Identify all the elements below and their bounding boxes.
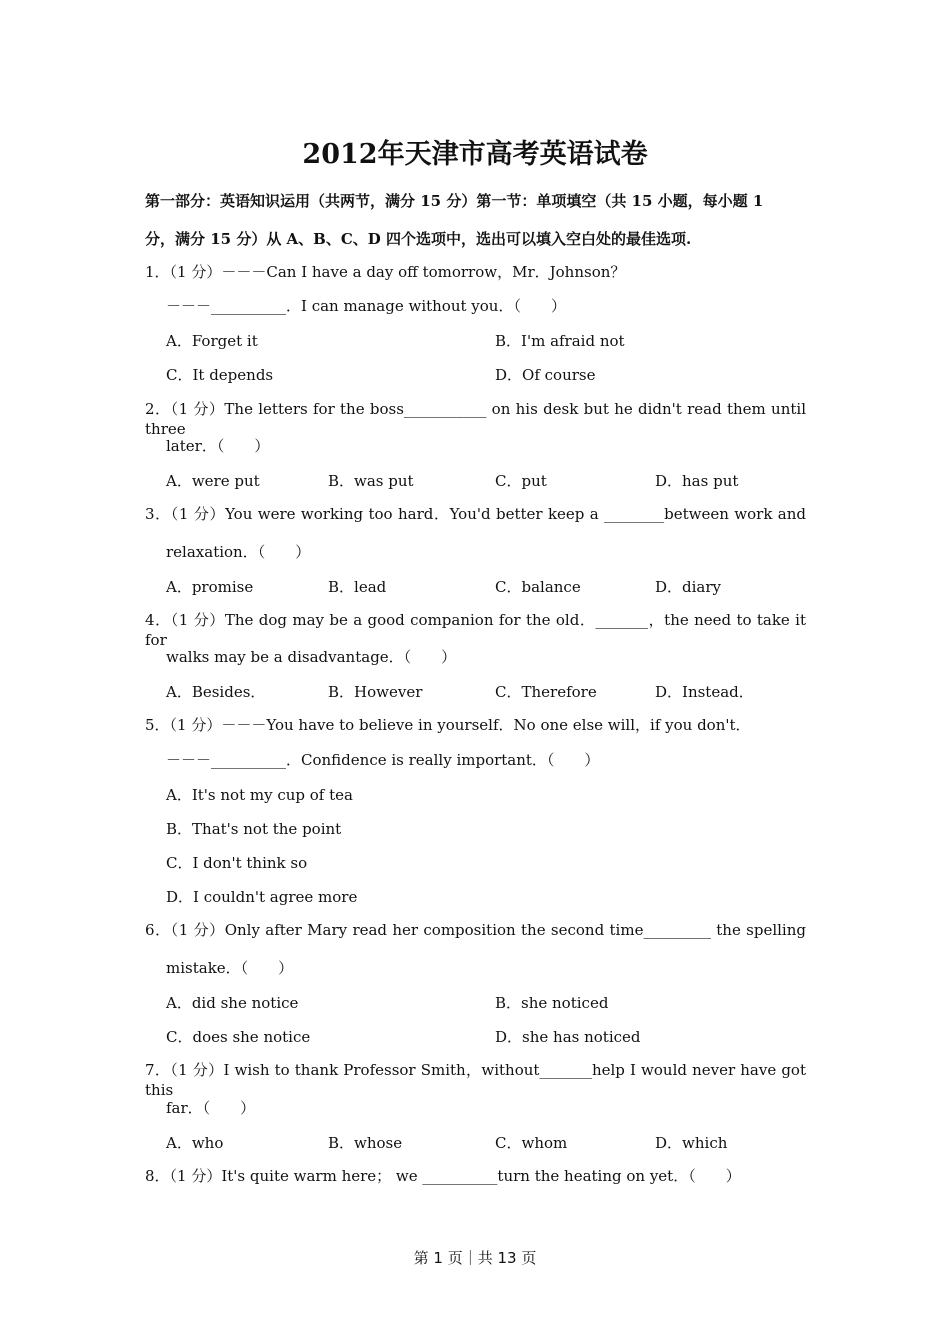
question-2-stem: 2．（1 分）The letters for the boss___________ on his desk but he didn't read them until three xyxy=(145,400,806,438)
question-3-option-d[interactable]: D．diary xyxy=(655,578,722,596)
question-2-line2: later．（ ） xyxy=(166,437,270,455)
question-4-option-b[interactable]: B．However xyxy=(328,683,423,701)
question-3-option-a[interactable]: A．promise xyxy=(166,578,254,596)
question-4-option-d[interactable]: D．Instead． xyxy=(655,683,754,701)
page-footer: 第 1 页｜共 13 页 xyxy=(413,1249,537,1267)
question-6-option-d[interactable]: D．she has noticed xyxy=(495,1028,641,1046)
question-7-option-d[interactable]: D．which xyxy=(655,1134,728,1152)
question-7-line2: far．（ ） xyxy=(166,1099,256,1117)
section-instructions-line2: 分，满分 15 分）从 A、B、C、D 四个选项中，选出可以填入空白处的最佳选项. xyxy=(145,230,692,248)
question-7-stem: 7．（1 分）I wish to thank Professor Smith，without_______help I would never have got this xyxy=(145,1061,806,1099)
question-1-option-b[interactable]: B．I'm afraid not xyxy=(495,332,625,350)
section-instructions-line1: 第一部分：英语知识运用（共两节，满分 15 分）第一节：单项填空（共 15 小题，每小题 1 xyxy=(145,192,764,210)
question-1-line2: －－－__________．I can manage without you．（ ） xyxy=(166,297,566,315)
question-3-option-b[interactable]: B．lead xyxy=(328,578,387,596)
question-6-option-b[interactable]: B．she noticed xyxy=(495,994,609,1012)
question-6-option-a[interactable]: A．did she notice xyxy=(166,994,299,1012)
question-5-option-b[interactable]: B．That's not the point xyxy=(166,820,342,838)
question-3-line2: relaxation．（ ） xyxy=(166,543,311,561)
question-2-option-d[interactable]: D．has put xyxy=(655,472,739,490)
question-1-option-a[interactable]: A．Forget it xyxy=(166,332,258,350)
page-title: 2012年天津市高考英语试卷 xyxy=(302,139,648,170)
question-4-line2: walks may be a disadvantage．（ ） xyxy=(166,648,457,666)
question-7-option-a[interactable]: A．who xyxy=(166,1134,224,1152)
question-7-option-b[interactable]: B．whose xyxy=(328,1134,403,1152)
question-5-option-a[interactable]: A．It's not my cup of tea xyxy=(166,786,353,804)
question-8-stem: 8．（1 分）It's quite warm here； we __________turn the heating on yet．（ ） xyxy=(145,1167,741,1185)
question-5-option-d[interactable]: D．I couldn't agree more xyxy=(166,888,358,906)
question-1-stem: 1．（1 分）－－－Can I have a day off tomorrow，Mr．Johnson？ xyxy=(145,263,626,281)
question-5-option-c[interactable]: C．I don't think so xyxy=(166,854,308,872)
question-1-option-c[interactable]: C．It depends xyxy=(166,366,274,384)
question-6-line2: mistake．（ ） xyxy=(166,959,294,977)
question-2-option-c[interactable]: C．put xyxy=(495,472,547,490)
question-1-option-d[interactable]: D．Of course xyxy=(495,366,596,384)
question-3-option-c[interactable]: C．balance xyxy=(495,578,581,596)
question-3-stem: 3．（1 分）You were working too hard．You'd better keep a ________between work and xyxy=(145,505,806,523)
question-4-stem: 4．（1 分）The dog may be a good companion for the old．_______，the need to take it for xyxy=(145,611,806,649)
question-7-option-c[interactable]: C．whom xyxy=(495,1134,568,1152)
question-2-option-a[interactable]: A．were put xyxy=(166,472,260,490)
question-5-line2: －－－__________．Confidence is really important．（ ） xyxy=(166,751,600,769)
question-4-option-c[interactable]: C．Therefore xyxy=(495,683,597,701)
question-6-option-c[interactable]: C．does she notice xyxy=(166,1028,311,1046)
question-2-option-b[interactable]: B．was put xyxy=(328,472,414,490)
question-6-stem: 6．（1 分）Only after Mary read her composition the second time_________ the spelling xyxy=(145,921,806,939)
question-5-stem: 5．（1 分）－－－You have to believe in yourself．No one else will，if you don't． xyxy=(145,716,751,734)
question-4-option-a[interactable]: A．Besides． xyxy=(166,683,266,701)
